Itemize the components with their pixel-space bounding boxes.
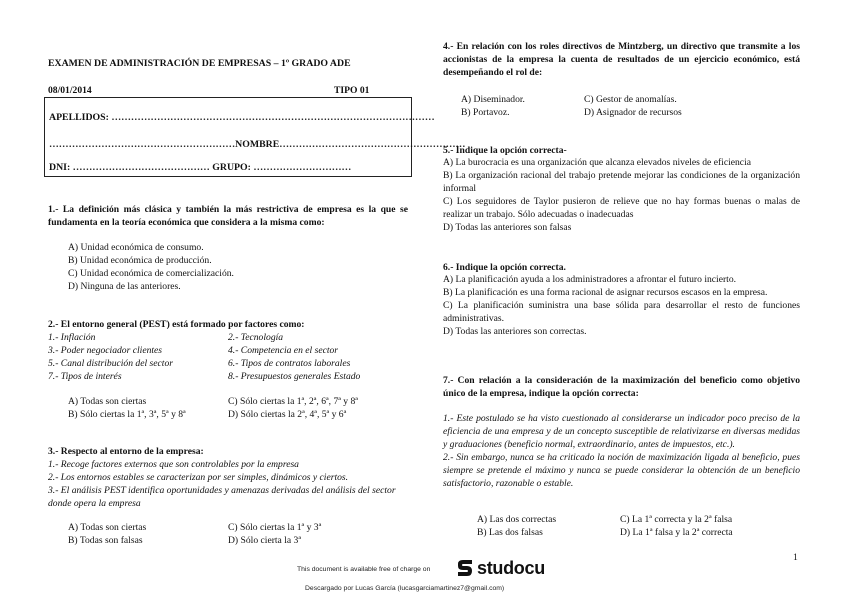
q3-options-right <box>228 522 321 548</box>
q7-statement-1: 1.- Este postulado se ha visto cuestionado al considerarse un indicador poco preciso de la eficiencia de una empresa y de un concepto susceptible de relativizarse en diversas medidas y graduaciones (beneficio normal, extraordinario, antes de impuestos, etc.). <box>443 413 800 450</box>
q2-factor-2: 2.- Tecnología <box>228 332 284 343</box>
footer-downloaded-text: Descargado por Lucas García (lucasgarciamartinez7@gmail.com) <box>305 585 505 592</box>
q7-options-right <box>620 514 733 540</box>
q3-option-c[interactable]: C) Sólo ciertas la 1ª y 3ª <box>228 522 322 533</box>
q2-factors-right <box>228 332 360 384</box>
q5-options <box>443 157 800 235</box>
q1-option-c[interactable]: C) Unidad económica de comercialización. <box>68 267 234 279</box>
q2-option-b[interactable]: B) Sólo ciertas la 1ª, 3ª, 5ª y 8ª <box>68 408 186 420</box>
q7-option-b[interactable]: B) Las dos falsas <box>477 526 543 538</box>
q2-factor-6: 6.- Tipos de contratos laborales <box>228 357 351 369</box>
apellidos-field[interactable]: APELLIDOS: ……………………………………………………………………………………… <box>49 112 435 123</box>
studocu-logo-icon <box>455 558 475 578</box>
q2-factors-left <box>48 332 173 384</box>
q7-stem: 7.- Con relación a la consideración de la maximización del beneficio como objetivo único de la empresa, indique la opción correcta: <box>443 375 800 399</box>
q6-option-a[interactable]: A) La planificación ayuda a los administradores a afrontar el futuro incierto. <box>443 274 737 285</box>
studocu-brand: studocu <box>477 558 545 578</box>
q5-option-d[interactable]: D) Todas las anteriores son falsas <box>443 221 572 233</box>
q6-option-c[interactable]: C) La planificación suministra una base sólida para desarrollar el resto de funciones administrativas. <box>443 299 800 324</box>
q3-statement-3: 3.- El análisis PEST identifica oportunidades y amenazas derivadas del análisis del sector donde opera la empresa <box>48 484 396 509</box>
q5-option-b[interactable]: B) La organización racional del trabajo pretende mejorar las condiciones de la organización informal <box>443 169 800 194</box>
q2-factor-4: 4.- Competencia en el sector <box>228 344 339 356</box>
q6-option-b[interactable]: B) La planificación es una forma racional de asignar recursos escasos en la empresa. <box>443 286 768 298</box>
q2-factor-7: 7.- Tipos de interés <box>48 370 122 382</box>
q7-statements <box>443 413 800 491</box>
q5-option-a[interactable]: A) La burocracia es una organización que alcanza elevados niveles de eficiencia <box>443 157 751 168</box>
q4-options-left <box>461 94 525 120</box>
q4-option-d[interactable]: D) Asignador de recursos <box>584 106 682 118</box>
q7-option-a[interactable]: A) Las dos correctas <box>477 514 557 525</box>
q2-factor-1: 1.- Inflación <box>48 332 96 343</box>
q4-option-b[interactable]: B) Portavoz. <box>461 106 510 118</box>
q3-option-a[interactable]: A) Todas son ciertas <box>68 522 147 533</box>
q2-options-right <box>228 396 358 422</box>
q1-option-b[interactable]: B) Unidad económica de producción. <box>68 254 212 266</box>
q1-stem: 1.- La definición más clásica y también la más restrictiva de empresa es la que se fundamenta en la teoría económica que considera a la misma como: <box>48 204 408 228</box>
q3-stem: 3.- Respecto al entorno de la empresa: <box>48 446 204 457</box>
exam-date: 08/01/2014 <box>48 85 92 96</box>
nombre-field[interactable]: …………………………………………………NOMBRE………………………………………………… <box>49 139 466 150</box>
q6-stem: 6.- Indique la opción correcta. <box>443 262 566 273</box>
q5-stem: 5.- Indique la opción correcta- <box>443 145 567 156</box>
q6-option-d[interactable]: D) Todas las anteriores son correctas. <box>443 325 587 337</box>
q2-factor-8: 8.- Presupuestos generales Estado <box>228 370 361 382</box>
q7-option-d[interactable]: D) La 1ª falsa y la 2ª correcta <box>620 526 733 538</box>
q2-options-left <box>68 396 186 422</box>
q2-option-c[interactable]: C) Sólo ciertas la 1ª, 2ª, 6ª, 7ª y 8ª <box>228 396 358 407</box>
q4-options-right <box>584 94 682 120</box>
q5-option-c[interactable]: C) Los seguidores de Taylor pusieron de relieve que no hay formas buenas o malas de realizar un trabajo. Sólo adecuadas o inadecuadas <box>443 195 800 220</box>
q4-stem: 4.- En relación con los roles directivos de Mintzberg, un directivo que transmite a los accionistas de la empresa la cuenta de resultados de un ejercicio económico, está desempeñando el rol de: <box>443 41 800 78</box>
q2-factor-5: 5.- Canal distribución del sector <box>48 357 173 369</box>
q3-statement-1: 1.- Recoge factores externos que son controlables por la empresa <box>48 459 299 470</box>
q2-factor-3: 3.- Poder negociador clientes <box>48 344 163 356</box>
q3-options-left <box>68 522 146 548</box>
q2-stem: 2.- El entorno general (PEST) está formado por factores como: <box>48 319 305 330</box>
q2-option-d[interactable]: D) Sólo ciertas la 2ª, 4ª, 5ª y 6ª <box>228 408 347 420</box>
page-number: 1 <box>793 552 798 563</box>
footer-available-text: This document is available free of charge on <box>297 566 431 573</box>
q2-option-a[interactable]: A) Todas son ciertas <box>68 396 147 407</box>
exam-tipo: TIPO 01 <box>334 85 370 96</box>
q1-options <box>68 242 234 294</box>
q7-options-left <box>477 514 556 540</box>
q7-option-c[interactable]: C) La 1ª correcta y la 2ª falsa <box>620 514 733 525</box>
q4-option-c[interactable]: C) Gestor de anomalías. <box>584 94 677 105</box>
dni-grupo-field[interactable]: DNI: …………………………………… GRUPO: ………………………… <box>49 162 352 173</box>
q1-option-a[interactable]: A) Unidad económica de consumo. <box>68 242 204 253</box>
q3-option-b[interactable]: B) Todas son falsas <box>68 534 143 546</box>
q3-statements <box>48 459 410 511</box>
q4-option-a[interactable]: A) Diseminador. <box>461 94 525 105</box>
q6-options <box>443 274 800 339</box>
q1-option-d[interactable]: D) Ninguna de las anteriores. <box>68 280 181 292</box>
q7-statement-2: 2.- Sin embargo, nunca se ha criticado la noción de maximización ligada al beneficio, pues siempre se pretende el máximo y nunca se puede considerar la obtención de un beneficio satisfactorio, razonable o estable. <box>443 451 800 489</box>
student-info-box <box>44 97 466 177</box>
exam-title: EXAMEN DE ADMINISTRACIÓN DE EMPRESAS – 1º GRADO ADE <box>48 58 351 69</box>
q3-option-d[interactable]: D) Sólo cierta la 3ª <box>228 534 301 546</box>
q3-statement-2: 2.- Los entornos estables se caracterizan por ser simples, dinámicos y ciertos. <box>48 471 349 483</box>
